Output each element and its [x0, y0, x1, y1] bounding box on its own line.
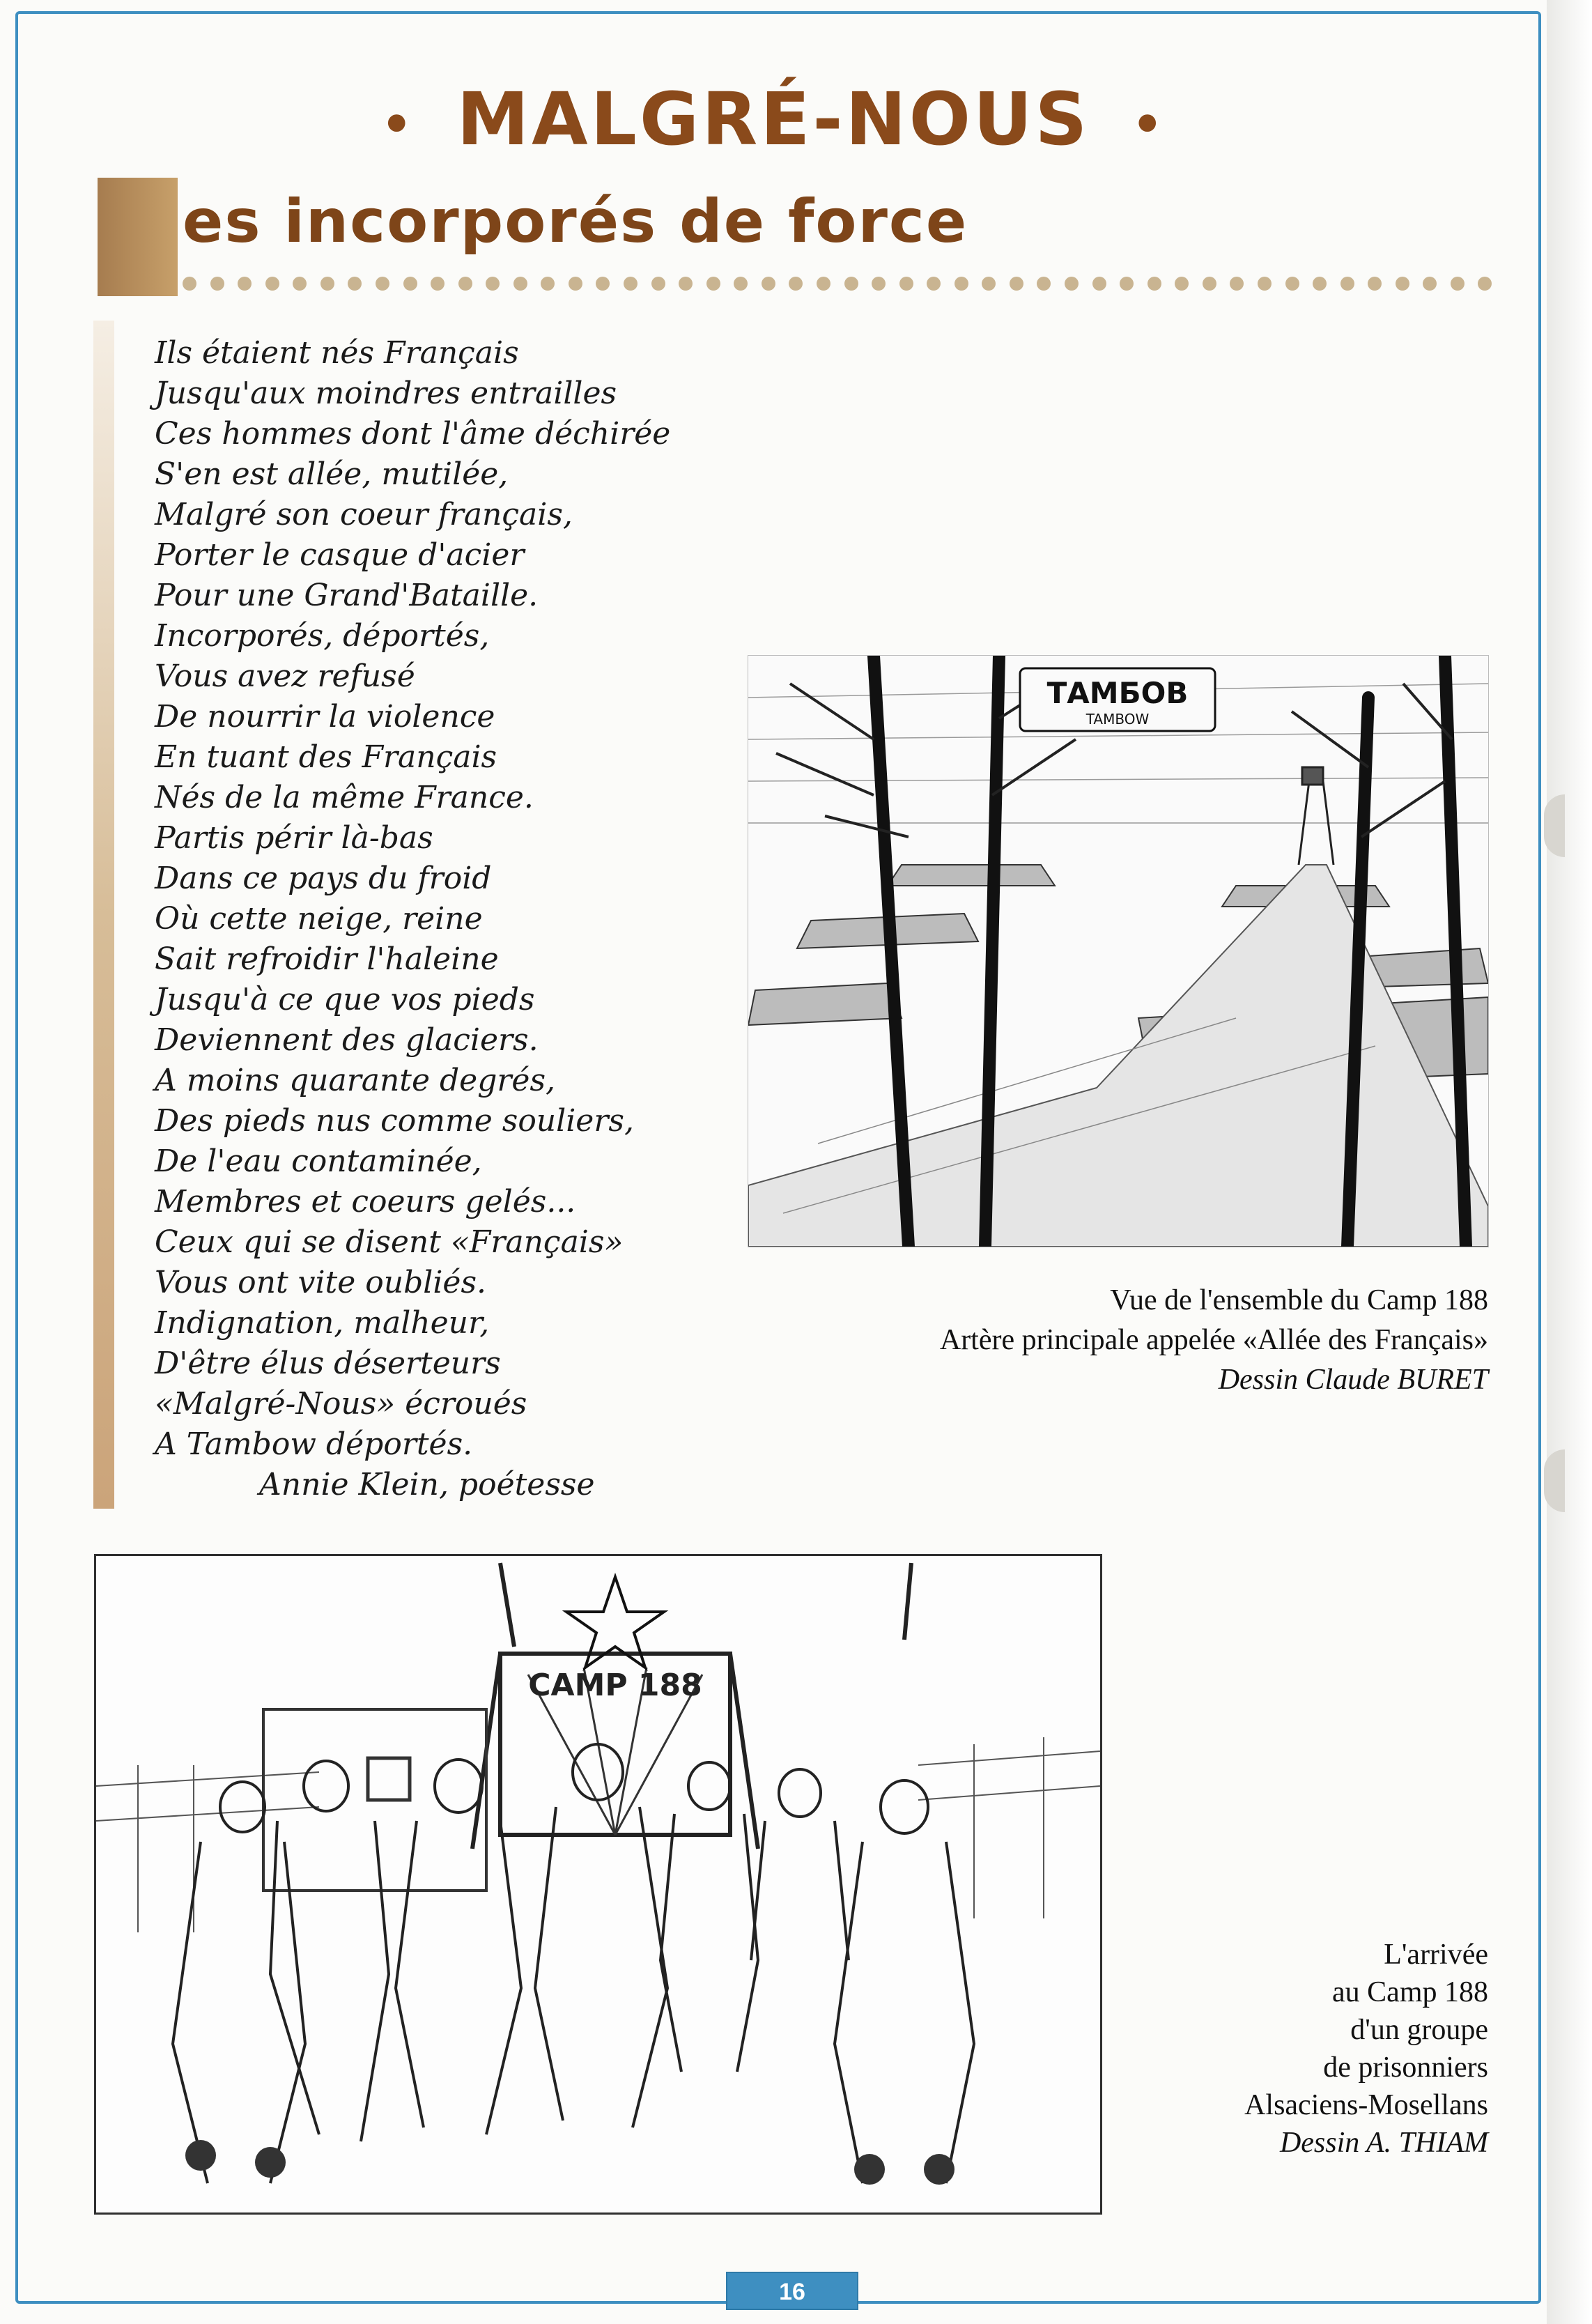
divider-dot: [1037, 277, 1051, 291]
poem-line: Des pieds nus comme souliers,: [155, 1103, 634, 1139]
divider-dot: [1423, 277, 1437, 291]
poem-author: Annie Klein, poétesse: [259, 1467, 595, 1502]
title-bullet-right: •: [1131, 95, 1166, 153]
poem-side-bar: [93, 321, 114, 1509]
divider-dot: [1396, 277, 1409, 291]
poem-line: Ces hommes dont l'âme déchirée: [155, 416, 671, 452]
poem-line: D'être élus déserteurs: [155, 1346, 501, 1381]
poem-line: Nés de la même France.: [155, 780, 534, 815]
camp-overview-drawing: [748, 655, 1489, 1247]
caption-credit: Dessin A. THIAM: [1279, 2127, 1488, 2159]
divider-dot: [899, 277, 913, 291]
camp-sign-sub: TAMBOW: [1085, 711, 1150, 728]
poem-line: Ceux qui se disent «Français»: [155, 1224, 624, 1260]
divider-dot: [348, 277, 362, 291]
binding-notch: [1544, 794, 1565, 857]
divider-dot: [734, 277, 748, 291]
divider-dot: [1258, 277, 1272, 291]
poem-line: Indignation, malheur,: [155, 1305, 490, 1341]
poem-line: De nourrir la violence: [155, 699, 495, 734]
poem-line: Porter le casque d'acier: [155, 537, 525, 573]
divider-dot: [541, 277, 555, 291]
divider-dot: [293, 277, 307, 291]
dotted-divider: [183, 273, 1492, 294]
poem-line: Vous ont vite oubliés.: [155, 1265, 487, 1300]
poem-line: Où cette neige, reine: [155, 901, 483, 937]
poem-line: En tuant des Français: [155, 739, 497, 775]
poem-line: «Malgré-Nous» écroués: [155, 1386, 527, 1422]
divider-dot: [320, 277, 334, 291]
poem-line: De l'eau contaminée,: [155, 1144, 482, 1179]
divider-dot: [789, 277, 803, 291]
divider-dot: [1478, 277, 1492, 291]
divider-dot: [955, 277, 968, 291]
divider-dot: [1092, 277, 1106, 291]
divider-dot: [651, 277, 665, 291]
subtitle-initial: [98, 178, 178, 296]
caption-line: Alsaciens-Mosellans: [1244, 2089, 1488, 2121]
divider-dot: [596, 277, 610, 291]
subtitle: es incorporés de force: [183, 187, 968, 256]
divider-dot: [183, 277, 196, 291]
divider-dot: [210, 277, 224, 291]
divider-dot: [1313, 277, 1327, 291]
divider-dot: [1147, 277, 1161, 291]
divider-dot: [1451, 277, 1465, 291]
caption-credit: Dessin Claude BURET: [1218, 1364, 1488, 1396]
caption-line: Vue de l'ensemble du Camp 188: [1110, 1284, 1488, 1316]
divider-dot: [1285, 277, 1299, 291]
divider-dot: [376, 277, 389, 291]
poem-line: Partis périr là-bas: [155, 820, 433, 856]
divider-dot: [624, 277, 637, 291]
divider-dot: [431, 277, 445, 291]
page-number: 16: [726, 2272, 858, 2310]
divider-dot: [569, 277, 582, 291]
divider-dot: [458, 277, 472, 291]
camp-arrival-drawing: [94, 1554, 1102, 2215]
poem-line: Incorporés, déportés,: [155, 618, 490, 654]
caption-line: L'arrivée: [1384, 1939, 1488, 1971]
divider-dot: [1368, 277, 1382, 291]
divider-dot: [403, 277, 417, 291]
page-title: [0, 77, 1547, 162]
divider-dot: [1065, 277, 1079, 291]
divider-dot: [1340, 277, 1354, 291]
divider-dot: [927, 277, 941, 291]
divider-dot: [706, 277, 720, 291]
binding-notch: [1544, 1449, 1565, 1512]
poem-line: Jusqu'aux moindres entrailles: [155, 376, 617, 411]
caption-line: au Camp 188: [1332, 1976, 1488, 2008]
camp-sign: ТАМБОВ: [1046, 676, 1189, 710]
divider-dot: [1120, 277, 1134, 291]
title-text: MALGRÉ-NOUS: [456, 77, 1090, 162]
poem-line: Vous avez refusé: [155, 659, 415, 694]
caption-line: d'un groupe: [1350, 2014, 1488, 2046]
poem-line: Malgré son coeur français,: [155, 497, 573, 532]
divider-dot: [1175, 277, 1189, 291]
poem: [155, 333, 782, 1505]
divider-dot: [265, 277, 279, 291]
poem-line: Pour une Grand'Bataille.: [155, 578, 539, 613]
page-edge: [1547, 0, 1592, 2324]
poem-line: Jusqu'à ce que vos pieds: [155, 982, 535, 1017]
poem-line: Ils étaient nés Français: [155, 335, 519, 371]
divider-dot: [844, 277, 858, 291]
divider-dot: [238, 277, 252, 291]
divider-dot: [982, 277, 996, 291]
poem-line: S'en est allée, mutilée,: [155, 456, 509, 492]
poem-line: A moins quarante degrés,: [155, 1063, 556, 1098]
title-bullet-left: •: [380, 95, 415, 153]
divider-dot: [872, 277, 886, 291]
divider-dot: [486, 277, 500, 291]
divider-dot: [762, 277, 775, 291]
poem-line: Membres et coeurs gelés...: [155, 1184, 576, 1219]
poem-line: Dans ce pays du froid: [155, 861, 492, 896]
figure2-caption: [1136, 1936, 1488, 2162]
poem-line: Deviennent des glaciers.: [155, 1022, 539, 1058]
poem-line: Sait refroidir l'haleine: [155, 941, 499, 977]
divider-dot: [1203, 277, 1216, 291]
divider-dot: [513, 277, 527, 291]
gate-sign: CAMP 188: [528, 1668, 702, 1703]
poem-line: A Tambow déportés.: [155, 1426, 473, 1462]
divider-dot: [1230, 277, 1244, 291]
figure1-caption: [766, 1281, 1488, 1400]
caption-line: Artère principale appelée «Allée des Français»: [939, 1324, 1488, 1356]
divider-dot: [817, 277, 830, 291]
divider-dot: [1010, 277, 1023, 291]
caption-line: de prisonniers: [1323, 2052, 1488, 2084]
divider-dot: [679, 277, 693, 291]
